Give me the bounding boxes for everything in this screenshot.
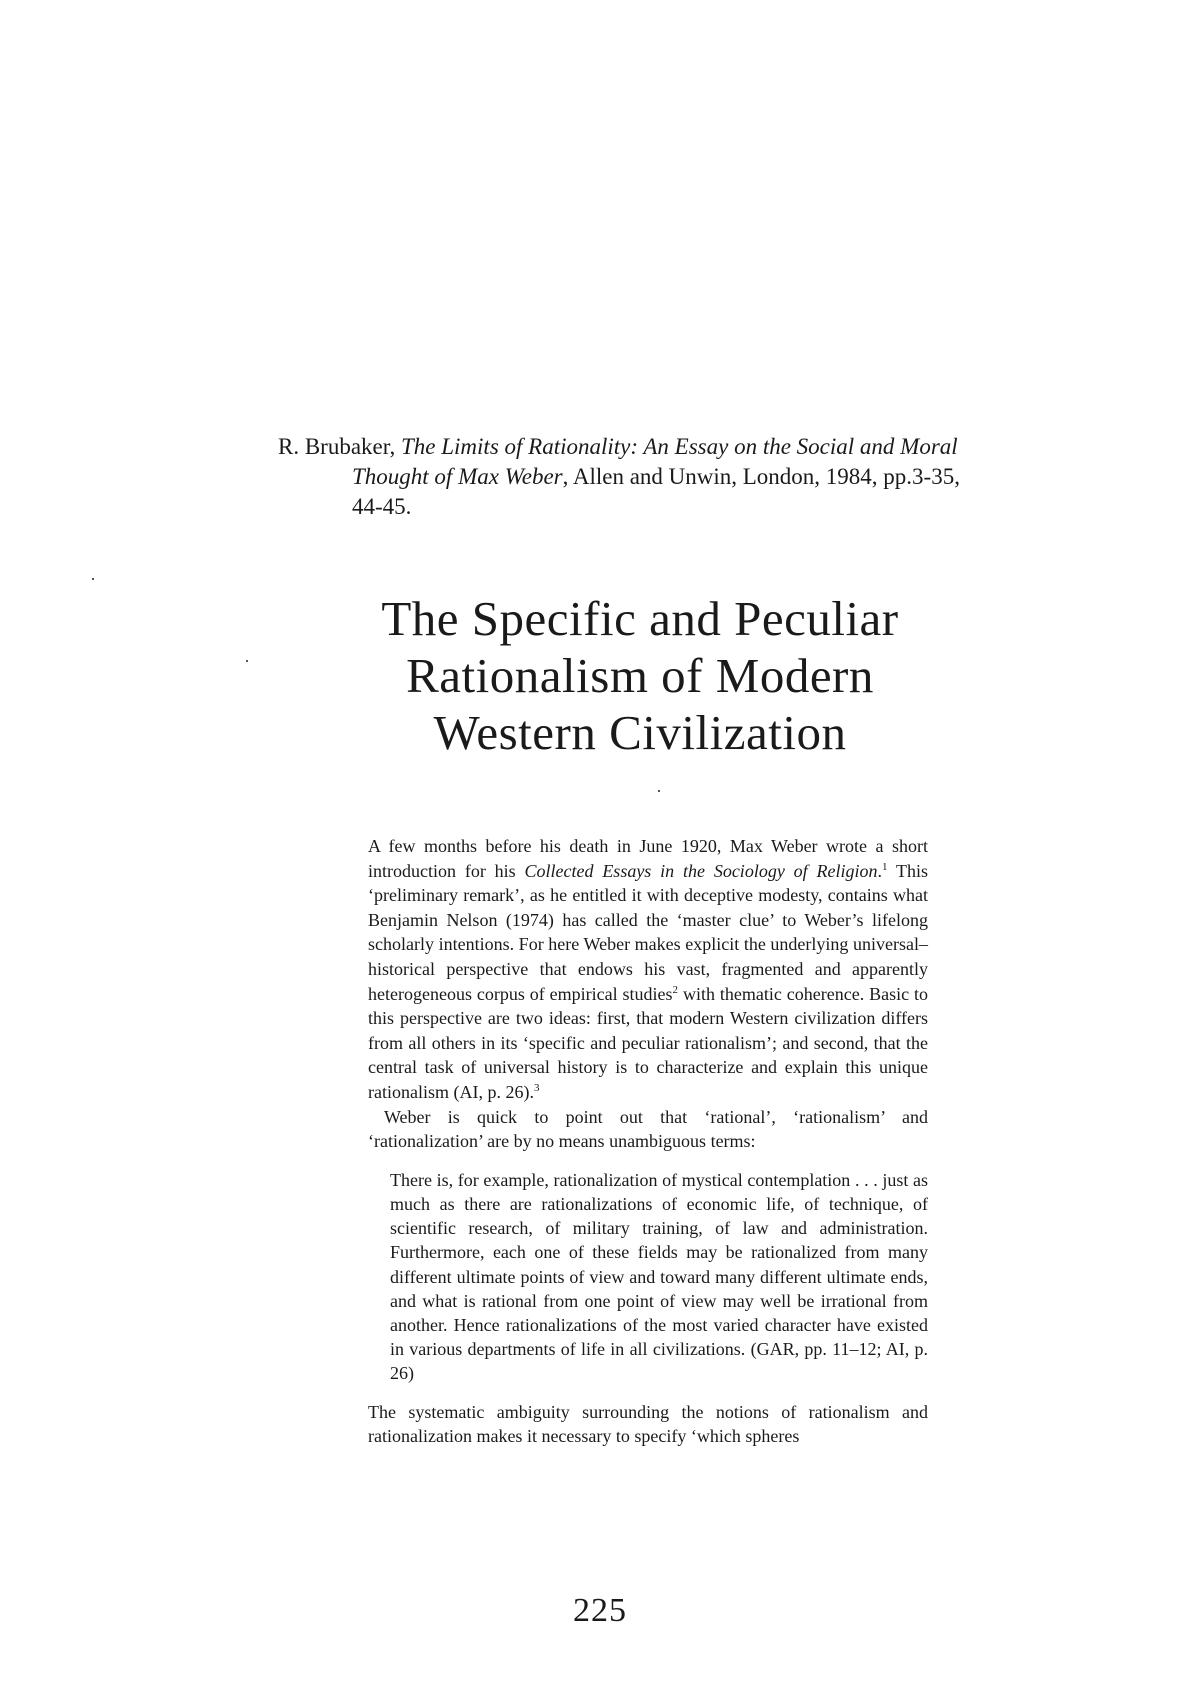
title-line-2: Rationalism of Modern — [406, 648, 874, 703]
title-line-1: The Specific and Peculiar — [381, 591, 899, 646]
citation-line-1: R. Brubaker, The Limits of Rationality: An Essay on the Social and Moral — [278, 434, 958, 459]
collected-essays-title: Collected Essays in the Sociology of Religion — [524, 860, 878, 881]
chapter-title — [330, 590, 950, 761]
body-text — [368, 834, 928, 1449]
title-line-3: Western Civilization — [433, 705, 847, 760]
paragraph-1: A few months before his death in June 1920, Max Weber wrote a short introduction for his Collected Essays in the Sociology of Religion.$^1$ This ‘preliminary remark’, as he entitled it with deceptive modesty, contains what Benjamin Nelson (1974) has called the ‘master clue’ to Weber’s lifelong scholarly intentions. For here Weber makes explicit the underlying universal–historical perspective that endows his vast, fragmented and apparently heterogeneous corpus of empirical studies$^2$ with thematic coherence. Basic to this perspective are two ideas: first, that modern Western civilization differs from all others in its ‘specific and peculiar rationalism’; and second, that the central task of universal history is to characterize and explain this unique rationalism (AI, p. 26).$^3$ — [368, 836, 928, 1102]
scan-speck — [658, 790, 660, 792]
footnote-ref-2: 2 — [672, 983, 679, 996]
citation — [278, 432, 1018, 522]
paragraph-3: The systematic ambiguity surrounding the notions of rationalism and rationalization makes it necessary to specify ‘which spheres — [368, 1401, 928, 1447]
citation-line-2: Thought of Max Weber, Allen and Unwin, London, 1984, pp.3-35, — [352, 464, 960, 489]
book-title: The Limits of Rationality: An Essay on the Social and Moral — [401, 434, 958, 459]
block-quote: There is, for example, rationalization of mystical contemplation . . . just as much as there are rationalizations of economic life, of technique, of scientific research, of military training, of law and administration. Furthermore, each one of these fields may be rationalized from many different ultimate points of view and toward many different ultimate ends, and what is rational from one point of view may well be irrational from another. Hence rationalizations of the most varied character have existed in various departments of life in all civilizations. (GAR, pp. 11–12; AI, p. 26) — [390, 1169, 928, 1384]
paragraph-2: Weber is quick to point out that ‘rational’, ‘rationalism’ and ‘rationalization’ are by no means unambiguous terms: — [368, 1106, 928, 1152]
citation-line-3: 44-45. — [352, 494, 412, 519]
scan-speck — [246, 660, 248, 662]
footnote-ref-1: 1 — [881, 860, 888, 873]
scan-speck — [92, 578, 94, 580]
page-number: 225 — [573, 1592, 627, 1629]
footnote-ref-3: 3 — [533, 1081, 540, 1094]
book-subtitle: Thought of Max Weber — [352, 464, 563, 489]
